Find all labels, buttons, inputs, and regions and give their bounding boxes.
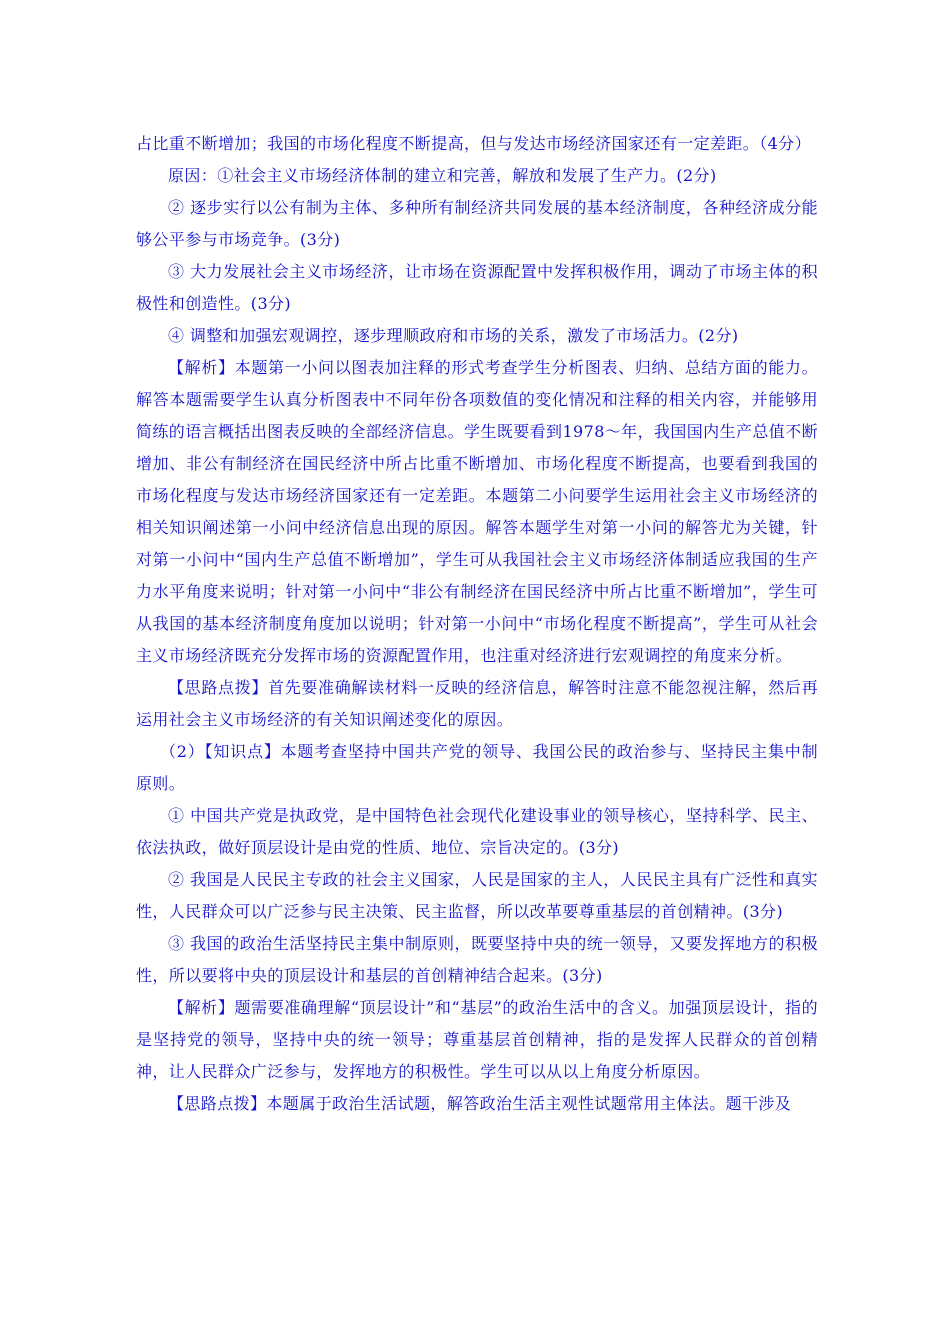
paragraph-answer-2-1: ① 中国共产党是执政党，是中国特色社会现代化建设事业的领导核心，坚持科学、民主、依法执政，做好顶层设计是由党的性质、地位、宗旨决定的。(3分)	[136, 806, 818, 857]
paragraph-reason-intro: 原因：①社会主义市场经济体制的建立和完善，解放和发展了生产力。(2分)	[168, 166, 717, 185]
paragraph-hint-2: 【思路点拨】本题属于政治生活试题，解答政治生活主观性试题常用主体法。题干涉及	[168, 1094, 792, 1113]
paragraph-reason-2: ② 逐步实行以公有制为主体、多种所有制经济共同发展的基本经济制度，各种经济成分能够公平参与市场竞争。(3分)	[136, 198, 818, 249]
paragraph-hint-1: 【思路点拨】首先要准确解读材料一反映的经济信息，解答时注意不能忽视注解，然后再运用社会主义市场经济的有关知识阐述变化的原因。	[136, 678, 818, 729]
paragraph-analysis-2: 【解析】题需要准确理解“顶层设计”和“基层”的政治生活中的含义。加强顶层设计，指的是坚持党的领导，坚持中央的统一领导；尊重基层首创精神，指的是发挥人民群众的首创精神，让人民群众广泛参与，发挥地方的积极性。学生可以从以上角度分析原因。	[136, 998, 818, 1081]
paragraph-reason-4: ④ 调整和加强宏观调控，逐步理顺政府和市场的关系，激发了市场活力。(2分)	[168, 326, 739, 345]
paragraph-continued-answer: 占比重不断增加；我国的市场化程度不断提高，但与发达市场经济国家还有一定差距。（4分）	[136, 134, 811, 153]
paragraph-reason-3: ③ 大力发展社会主义市场经济，让市场在资源配置中发挥积极作用，调动了市场主体的积极性和创造性。(3分)	[136, 262, 818, 313]
paragraph-analysis-1: 【解析】本题第一小问以图表加注释的形式考查学生分析图表、归纳、总结方面的能力。解答本题需要学生认真分析图表中不同年份各项数值的变化情况和注释的相关内容，并能够用简练的语言概括出图表反映的全部经济信息。学生既要看到1978～年，我国国内生产总值不断增加、非公有制经济在国民经济中所占比重不断增加、市场化程度不断提高，也要看到我国的市场化程度与发达市场经济国家还有一定差距。本题第二小问要学生运用社会主义市场经济的相关知识阐述第一小问中经济信息出现的原因。解答本题学生对第一小问的解答尤为关键，针对第一小问中“国内生产总值不断增加”，学生可从我国社会主义市场经济体制适应我国的生产力水平角度来说明；针对第一小问中“非公有制经济在国民经济中所占比重不断增加”，学生可从我国的基本经济制度角度加以说明；针对第一小问中“市场化程度不断提高”，学生可从社会主义市场经济既充分发挥市场的资源配置作用，也注重对经济进行宏观调控的角度来分析。	[136, 358, 818, 665]
paragraph-answer-2-3: ③ 我国的政治生活坚持民主集中制原则，既要坚持中央的统一领导，又要发挥地方的积极性，所以要将中央的顶层设计和基层的首创精神结合起来。(3分)	[136, 934, 818, 985]
paragraph-knowledge-point-2: （2）【知识点】本题考查坚持中国共产党的领导、我国公民的政治参与、坚持民主集中制原则。	[136, 742, 818, 793]
document-page	[136, 128, 818, 1120]
paragraph-answer-2-2: ② 我国是人民民主专政的社会主义国家，人民是国家的主人，人民民主具有广泛性和真实性，人民群众可以广泛参与民主决策、民主监督，所以改革要尊重基层的首创精神。(3分)	[136, 870, 818, 921]
